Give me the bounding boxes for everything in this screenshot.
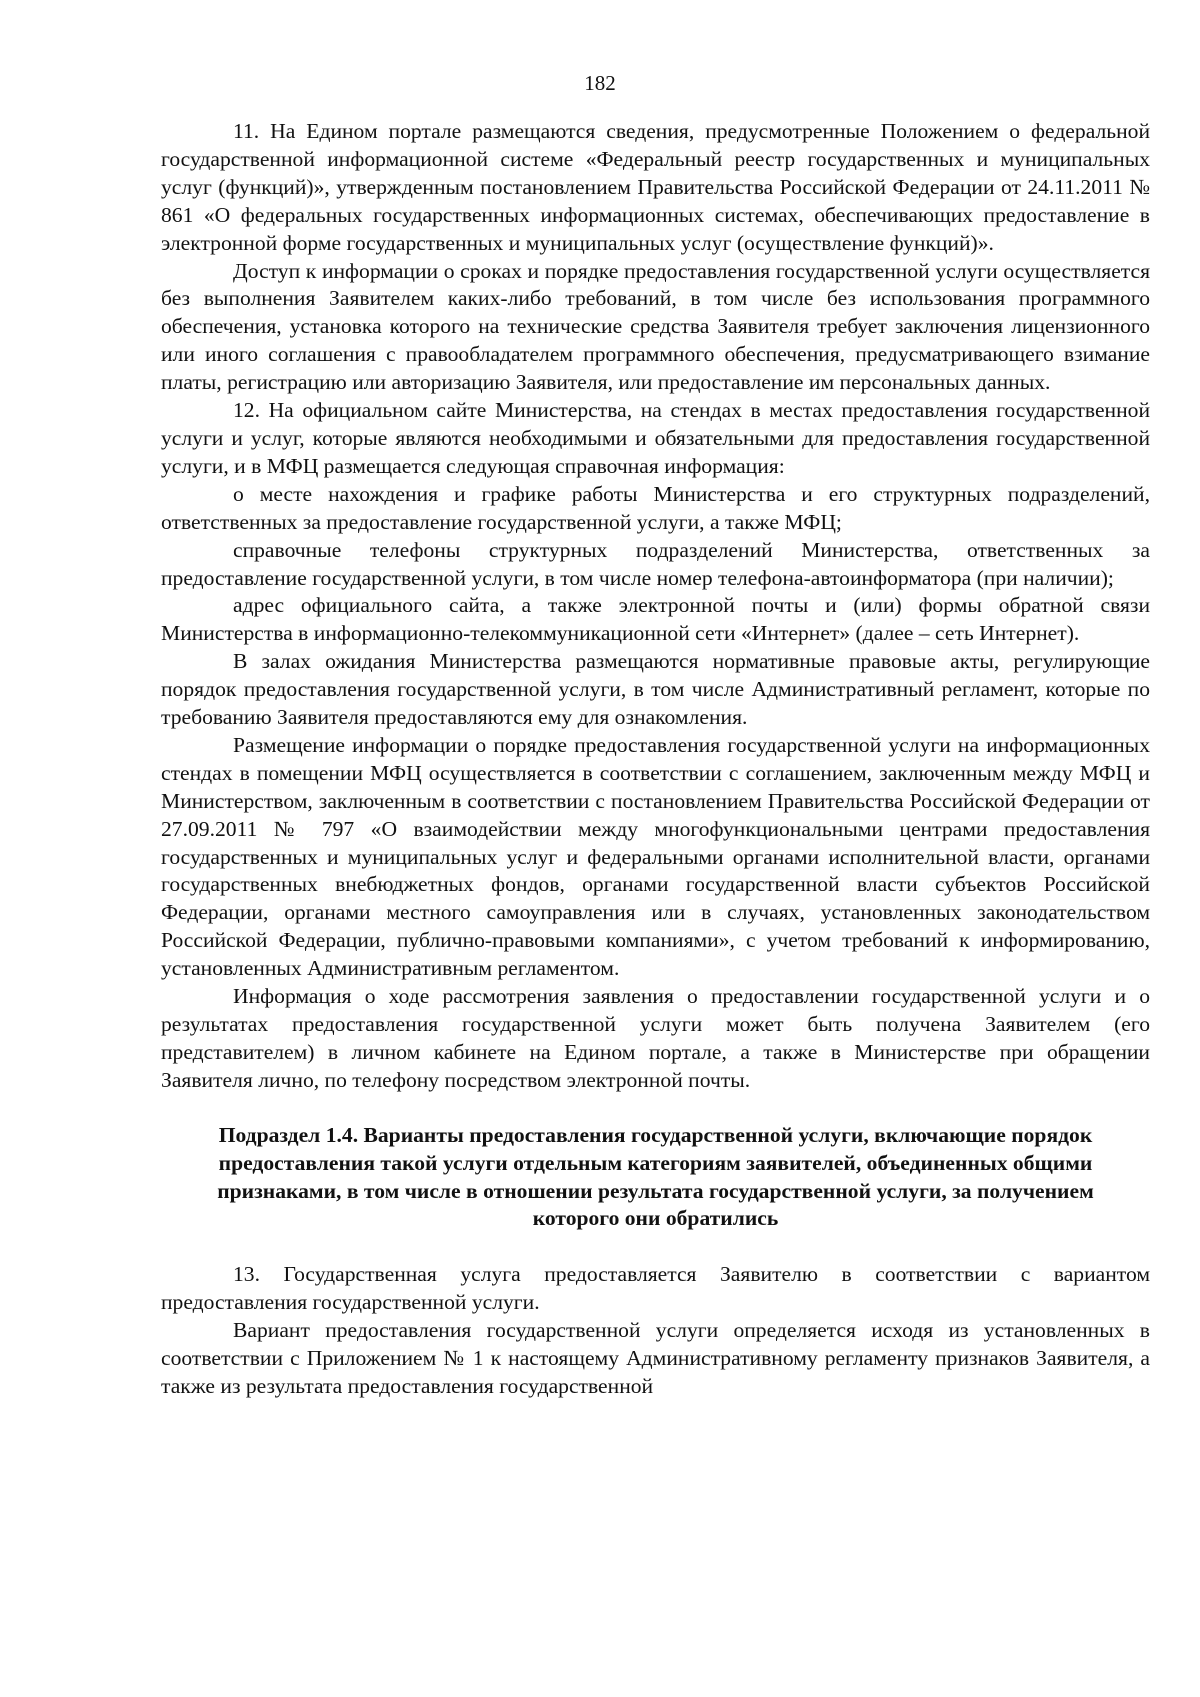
paragraph-website-info: адрес официального сайта, а также электронной почты и (или) формы обратной связи Министерства в информационно-телекоммуникационной сети «Интернет» (далее – сеть Интернет).: [161, 593, 1150, 646]
paragraph-12: 12. На официальном сайте Министерства, на стендах в местах предоставления государственной услуги и услуг, которые являются необходимыми и обязательными для предоставления государственной услуги, и в МФЦ размещается следующая справочная информация:: [161, 398, 1150, 478]
document-body: [161, 118, 1150, 1401]
paragraph-access-info: Доступ к информации о сроках и порядке предоставления государственной услуги осуществляется без выполнения Заявителем каких-либо требований, в том числе без использования программного обеспечения, установка которого на технические средства Заявителя требует заключения лицензионного или иного соглашения с правообладателем программного обеспечения, предусматривающего взимание платы, регистрацию или авторизацию Заявителя, или предоставление им персональных данных.: [161, 258, 1150, 395]
paragraph-status-info: Информация о ходе рассмотрения заявления о предоставлении государственной услуги и о результатах предоставления государственной услуги может быть получена Заявителем (его представителем) в личном кабинете на Едином портале, а также в Министерстве при обращении Заявителя лично, по телефону посредством электронной почты.: [161, 984, 1150, 1092]
paragraph-waiting-rooms: В залах ожидания Министерства размещаются нормативные правовые акты, регулирующие порядок предоставления государственной услуги, в том числе Административный регламент, которые по требованию Заявителя предоставляются ему для ознакомления.: [161, 649, 1150, 730]
page-number: 182: [584, 71, 616, 95]
paragraph-11: 11. На Едином портале размещаются сведения, предусмотренные Положением о федеральной государственной информационной системе «Федеральный реестр государственных и муниципальных услуг (функций)», утвержденным постановлением Правительства Российской Федерации от 24.11.2011 № 861 «О федеральных государственных информационных системах, обеспечивающих предоставление в электронной форме государственных и муниципальных услуг (осуществление функций)».: [161, 119, 1150, 255]
section-heading: Подраздел 1.4. Варианты предоставления государственной услуги, включающие порядок предоставления такой услуги отдельным категориям заявителей, объединенных общими признаками, в том числе в отношении результата государственной услуги, за получением которого они обратились: [217, 1122, 1094, 1231]
paragraph-variant: Вариант предоставления государственной услуги определяется исходя из установленных в соответствии с Приложением № 1 к настоящему Административному регламенту признаков Заявителя, а также из результата предоставления государственной: [161, 1318, 1150, 1398]
paragraph-phones-info: справочные телефоны структурных подразделений Министерства, ответственных за предоставление государственной услуги, в том числе номер телефона-автоинформатора (при наличии);: [161, 537, 1150, 590]
paragraph-mfc-stands: Размещение информации о порядке предоставления государственной услуги на информационных стендах в помещении МФЦ осуществляется в соответствии с соглашением, заключенным между МФЦ и Министерством, заключенным в соответствии с постановлением Правительства Российской Федерации от 27.09.2011 № 797 «О взаимодействии между многофункциональными центрами предоставления государственных и муниципальных услуг и федеральными органами исполнительной власти, органами государственных внебюджетных фондов, органами государственной власти субъектов Российской Федерации, органами местного самоуправления или в случаях, установленных законодательством Российской Федерации, публично-правовыми компаниями», с учетом требований к информированию, установленных Административным регламентом.: [161, 732, 1150, 981]
paragraph-location-info: о месте нахождения и графике работы Министерства и его структурных подразделений, ответственных за предоставление государственной услуги, а также МФЦ;: [161, 481, 1150, 534]
paragraph-13: 13. Государственная услуга предоставляется Заявителю в соответствии с вариантом предоставления государственной услуги.: [161, 1262, 1150, 1315]
